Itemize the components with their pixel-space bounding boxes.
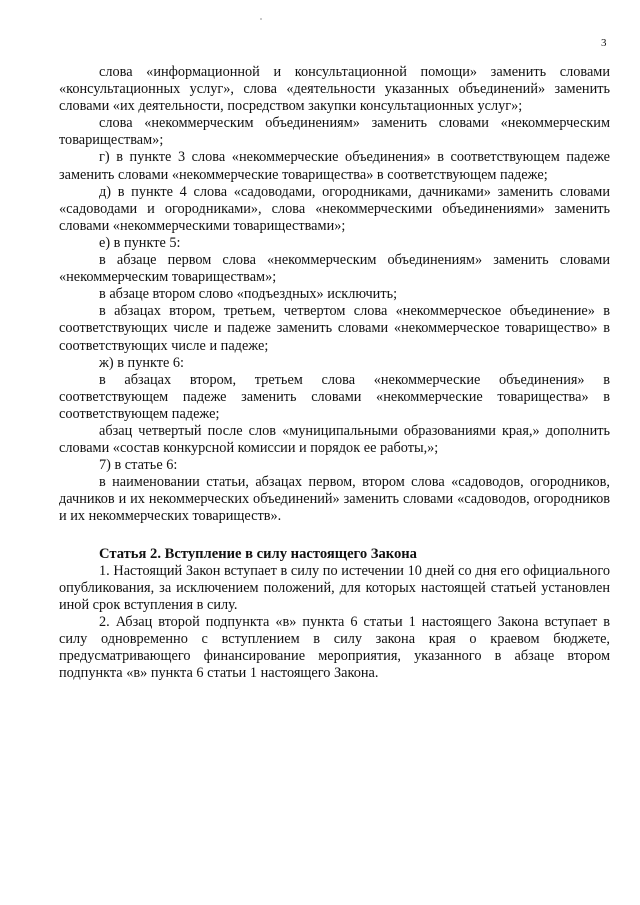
paragraph: д) в пункте 4 слова «садоводами, огородниками, дачниками» заменить словами «садоводами и огородниками», слова «некоммерческими объединениями» заменить словами «некоммерческими товариществами»;: [59, 183, 610, 234]
paragraph: абзац четвертый после слов «муниципальными образованиями края,» дополнить словами «состав конкурсной комиссии и порядок ее работы,»;: [59, 422, 610, 457]
article-heading: Статья 2. Вступление в силу настоящего Закона: [99, 545, 417, 562]
document-body: [59, 64, 610, 682]
paragraph: г) в пункте 3 слова «некоммерческие объединения» в соответствующем падеже заменить словами «некоммерческие товарищества» в соответствующем падеже;: [59, 149, 610, 183]
paragraph: 7) в статье 6:: [99, 457, 178, 474]
paragraph: в абзаце первом слова «некоммерческим объединениям» заменить словами «некоммерческим товариществам»;: [59, 252, 610, 286]
paragraph: слова «некоммерческим объединениям» заменить словами «некоммерческим товариществам»;: [59, 115, 610, 149]
paragraph: слова «информационной и консультационной помощи» заменить словами «консультационных услуг», слова «деятельности указанных объединений» заменить словами «их деятельности, посредством закупки консультационных услуг»;: [59, 64, 610, 115]
paragraph: в абзацах втором, третьем слова «некоммерческие объединения» в соответствующем падеже заменить словами «некоммерческие товарищества» в соответствующем падеже;: [59, 371, 610, 422]
paragraph: в абзацах втором, третьем, четвертом слова «некоммерческое объединение» в соответствующих числе и падеже заменить словами «некоммерческое товарищество» в соответствующих числе и падеже;: [59, 303, 610, 354]
paragraph: ж) в пункте 6:: [99, 354, 185, 371]
paragraph: в наименовании статьи, абзацах первом, втором слова «садоводов, огородников, дачников и их некоммерческих объединений» заменить словами «садоводов, огородников и их некоммерческих товариществ».: [59, 474, 610, 525]
scan-dot: [260, 18, 262, 20]
article-paragraph: 2. Абзац второй подпункта «в» пункта 6 статьи 1 настоящего Закона вступает в силу одновременно с вступлением в силу закона края о краевом бюджете, предусматривающего финансирование мероприятия, указанного в абзаце втором подпункта «в» пункта 6 статьи 1 настоящего Закона.: [59, 613, 610, 682]
paragraph: в абзаце втором слово «подъездных» исключить;: [99, 286, 398, 303]
article-paragraph: 1. Настоящий Закон вступает в силу по истечении 10 дней со дня его официального опубликования, за исключением положений, для которых настоящей статьей установлен иной срок вступления в силу.: [59, 562, 610, 613]
page-number: 3: [601, 37, 607, 49]
paragraph: е) в пункте 5:: [99, 234, 181, 251]
